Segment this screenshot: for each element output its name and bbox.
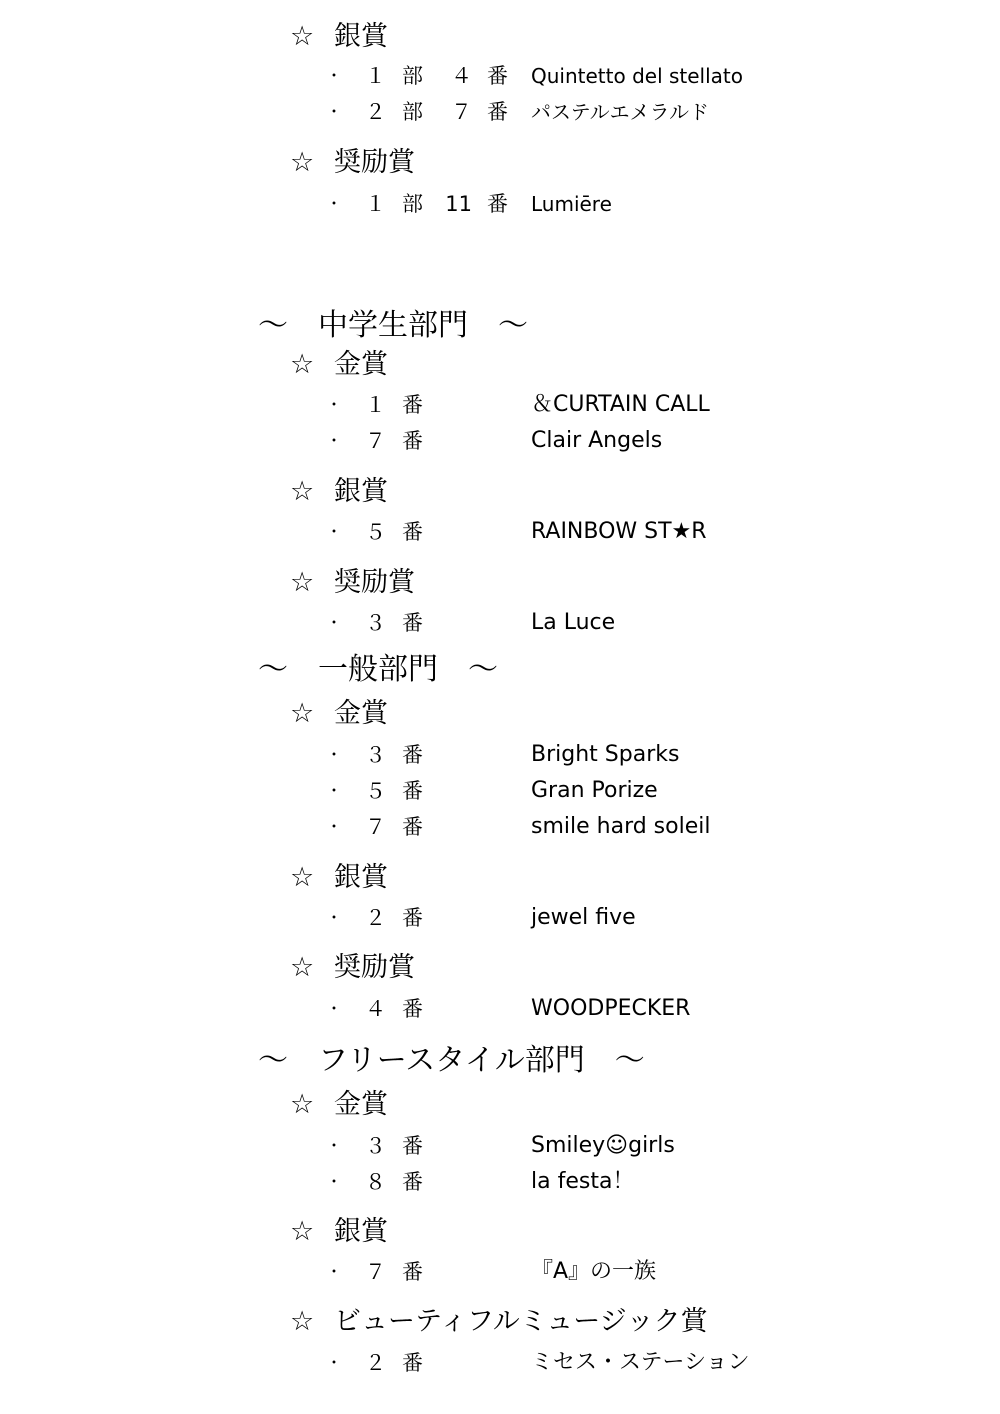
list-item [0,607,1000,639]
list-item [0,60,1000,92]
number-unit: 番 [402,1134,423,1158]
award-heading [290,951,415,985]
bullet: ・ [326,1172,343,1191]
star-icon: ☆ [290,1216,315,1247]
section-title: ～ フリースタイル部門 ～ [258,1043,645,1078]
entry-number: ７ [365,815,386,839]
part-number: １ [365,64,386,88]
award-heading [290,348,388,382]
bullet: ・ [326,431,343,450]
star-icon: ☆ [290,862,315,893]
entry-number: ３ [365,743,386,767]
section-title: ～ 一般部門 ～ [258,652,498,687]
number-unit: 番 [402,429,423,453]
number-unit: 番 [402,997,423,1021]
award-heading [290,475,388,509]
entry-number: ５ [365,779,386,803]
star-icon: ☆ [290,21,315,52]
entry-name: パステルエメラルド [531,100,709,124]
number-unit: 番 [402,906,423,930]
entry-number: ３ [365,611,386,635]
bullet: ・ [326,781,343,800]
list-item [0,1347,1000,1379]
award-heading [290,146,415,180]
entry-name: Quintetto del stellato [531,64,744,88]
entry-name: 『A』の一族 [531,1259,657,1284]
award-heading [290,1088,388,1122]
number-unit: 番 [487,100,508,124]
list-item [0,1130,1000,1162]
list-item [0,739,1000,771]
part-number: ２ [365,100,386,124]
number-unit: 番 [402,611,423,635]
part-unit: 部 [402,192,423,216]
entry-name: Lumiēre [531,192,612,216]
entry-name: ＆CURTAIN CALL [531,392,710,417]
award-heading [290,1215,388,1249]
award-heading [290,1305,708,1339]
list-item [0,993,1000,1025]
award-label: 銀賞 [334,21,388,52]
bullet: ・ [326,613,343,632]
bullet: ・ [326,66,343,85]
entry-number: ５ [365,520,386,544]
number-unit: 番 [402,779,423,803]
number-unit: 番 [402,393,423,417]
bullet: ・ [326,194,343,213]
list-item [0,188,1000,220]
bullet: ・ [326,522,343,541]
bullet: ・ [326,1353,343,1372]
number-unit: 番 [487,192,508,216]
star-icon: ☆ [290,349,315,380]
number-unit: 番 [402,1170,423,1194]
star-icon: ☆ [290,698,315,729]
star-icon: ☆ [290,1089,315,1120]
entry-number: ４ [451,64,472,88]
entry-name: la festa！ [531,1169,635,1194]
entry-name: jewel five [531,905,636,930]
award-label: 金賞 [334,1089,388,1120]
bullet: ・ [326,999,343,1018]
entry-number: ７ [365,429,386,453]
bullet: ・ [326,908,343,927]
entry-name: ミセス・ステーション [531,1350,750,1375]
entry-number: ２ [365,1351,386,1375]
entry-name: Gran Porize [531,778,658,803]
entry-name: RAINBOW ST★R [531,519,707,544]
award-label: 金賞 [334,698,388,729]
award-heading [290,566,415,600]
section-title: ～ 中学生部門 ～ [258,308,528,343]
award-heading [290,697,388,731]
bullet: ・ [326,1136,343,1155]
bullet: ・ [326,817,343,836]
entry-name: smile hard soleil [531,814,711,839]
award-label: 奨励賞 [334,147,415,178]
bullet: ・ [326,395,343,414]
award-heading [290,20,388,54]
award-heading [290,861,388,895]
number-unit: 番 [402,815,423,839]
bullet: ・ [326,1262,343,1281]
part-number: １ [365,192,386,216]
entry-number: ７ [365,1260,386,1284]
list-item [0,1256,1000,1288]
award-label: 奨励賞 [334,952,415,983]
entry-name: WOODPECKER [531,996,691,1021]
entry-name: Smiley☺girls [531,1133,675,1158]
award-label: 奨励賞 [334,567,415,598]
star-icon: ☆ [290,1306,315,1337]
list-item [0,425,1000,457]
number-unit: 番 [402,1351,423,1375]
number-unit: 番 [402,520,423,544]
part-unit: 部 [402,100,423,124]
entry-number: 11 [445,192,472,216]
star-icon: ☆ [290,567,315,598]
award-label: 銀賞 [334,862,388,893]
award-label: 金賞 [334,349,388,380]
star-icon: ☆ [290,952,315,983]
star-icon: ☆ [290,147,315,178]
entry-number: ４ [365,997,386,1021]
award-label: ビューティフルミュージック賞 [334,1306,708,1337]
entry-name: Bright Sparks [531,742,680,767]
entry-number: ３ [365,1134,386,1158]
entry-name: Clair Angels [531,428,663,453]
entry-name: La Luce [531,610,616,635]
bullet: ・ [326,102,343,121]
list-item [0,96,1000,128]
list-item [0,902,1000,934]
list-item [0,389,1000,421]
bullet: ・ [326,745,343,764]
number-unit: 番 [402,1260,423,1284]
entry-number: ２ [365,906,386,930]
star-icon: ☆ [290,476,315,507]
award-label: 銀賞 [334,476,388,507]
entry-number: ８ [365,1170,386,1194]
number-unit: 番 [487,64,508,88]
list-item [0,516,1000,548]
list-item [0,775,1000,807]
part-unit: 部 [402,64,423,88]
entry-number: ７ [451,100,472,124]
list-item [0,811,1000,843]
list-item [0,1166,1000,1198]
number-unit: 番 [402,743,423,767]
entry-number: １ [365,393,386,417]
award-label: 銀賞 [334,1216,388,1247]
